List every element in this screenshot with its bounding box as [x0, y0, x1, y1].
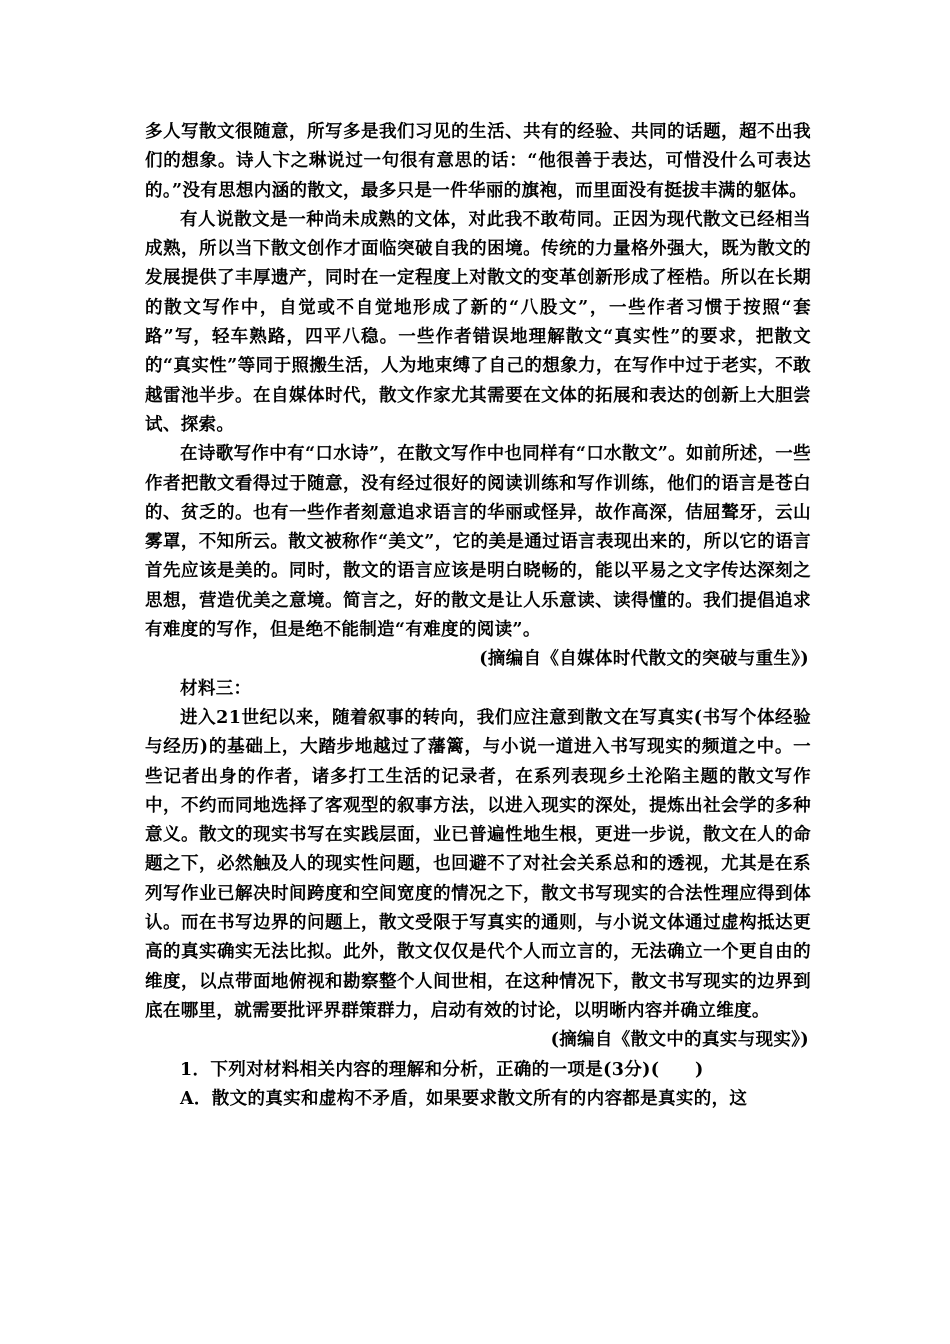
option-a: A．散文的真实和虚构不矛盾，如果要求散文所有的内容都是真实的，这	[180, 1088, 748, 1109]
question-1: 1．下列对材料相关内容的理解和分析，正确的一项是(3分)( )	[180, 1059, 704, 1080]
paragraph-maturity: 有人说散文是一种尚未成熟的文体，对此我不敢苟同。正因为现代散文已经相当成熟，所以当下散文创作才面临突破自我的困境。传统的力量格外强大，既为散文的发展提供了丰厚遗产，同时在一定程度上对散文的变革创新形成了桎梏。所以在长期的散文写作中，自觉或不自觉地形成了新的“八股文”，一些作者习惯于按照“套路”写，轻车熟路，四平八稳。一些作者错误地理解散文“真实性”的要求，把散文的“真实性”等同于照搬生活，人为地束缚了自己的想象力，在写作中过于老实，不敢越雷池半步。在自媒体时代，散文作家尤其需要在文体的拓展和表达的创新上大胆尝试、探索。	[145, 209, 811, 435]
document-page	[145, 118, 811, 1114]
material-three-heading: 材料三：	[180, 678, 252, 699]
source-citation-two: (摘编自《自媒体时代散文的突破与重生》)	[479, 649, 809, 670]
paragraph-continued: 多人写散文很随意，所写多是我们习见的生活、共有的经验、共同的话题，超不出我们的想象。诗人卞之琳说过一句很有意思的话：“他很善于表达，可惜没什么可表达的。”没有思想内涵的散文，最多只是一件华丽的旗袍，而里面没有挺拔丰满的躯体。	[145, 122, 811, 201]
material-three-text: 进入21世纪以来，随着叙事的转向，我们应注意到散文在写真实(书写个体经验与经历)的基础上，大踏步地越过了藩篱，与小说一道进入书写现实的频道之中。一些记者出身的作者，诸多打工生活的记录者，在系列表现乡土沦陷主题的散文写作中，不约而同地选择了客观型的叙事方法，以进入现实的深处，提炼出社会学的多种意义。散文的现实书写在实践层面，业已普遍性地生根，更进一步说，散文在人的命题之下，必然触及人的现实性问题，也回避不了对社会关系总和的透视，尤其是在系列写作业已解决时间跨度和空间宽度的情况之下，散文书写现实的合法性理应得到体认。而在书写边界的问题上，散文受限于写真实的通则，与小说文体通过虚构抵达更高的真实确实无法比拟。此外，散文仅仅是代个人而立言的，无法确立一个更自由的维度，以点带面地俯视和勘察整个人间世相，在这种情况下，散文书写现实的边界到底在哪里，就需要批评界群策群力，启动有效的讨论，以明晰内容并确立维度。	[145, 707, 811, 1021]
paragraph-language: 在诗歌写作中有“口水诗”，在散文写作中也同样有“口水散文”。如前所述，一些作者把散文看得过于随意，没有经过很好的阅读训练和写作训练，他们的语言是苍白的、贫乏的。也有一些作者刻意追求语言的华丽或怪异，故作高深，佶屈聱牙，云山雾罩，不知所云。散文被称作“美文”，它的美是通过语言表现出来的，所以它的语言首先应该是美的。同时，散文的语言应该是明白晓畅的，能以平易之文字传达深刻之思想，营造优美之意境。简言之，好的散文是让人乐意读、读得懂的。我们提倡追求有难度的写作，但是绝不能制造“有难度的阅读”。	[145, 444, 811, 641]
source-citation-three: (摘编自《散文中的真实与现实》)	[550, 1030, 809, 1051]
